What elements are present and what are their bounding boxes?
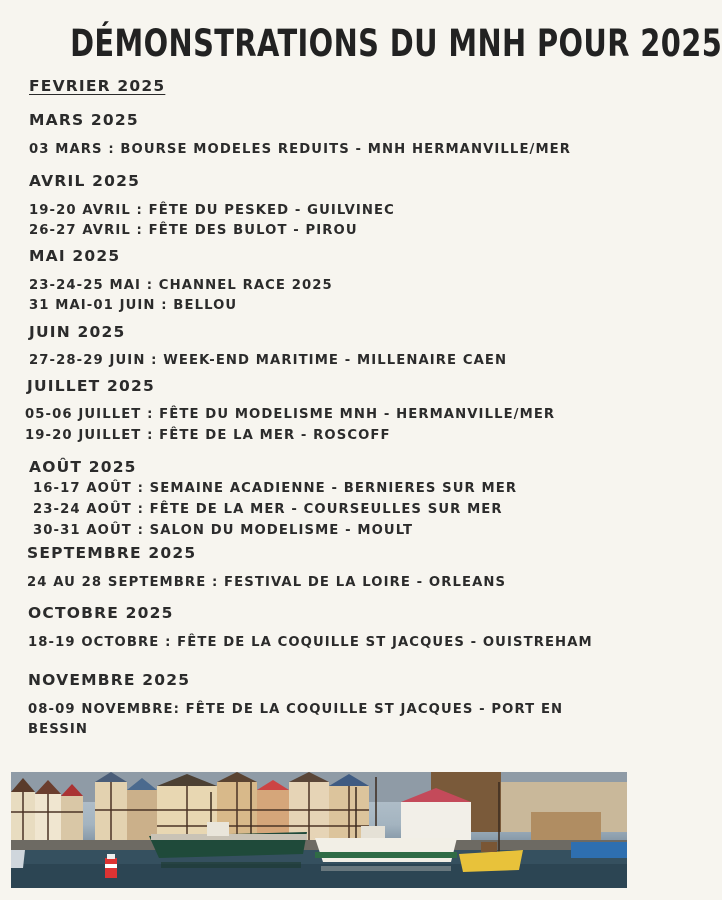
event-septembre-1: 24 AU 28 SEPTEMBRE : FESTIVAL DE LA LOIRE - ORLEANS bbox=[27, 575, 507, 590]
month-heading-mai: MAI 2025 bbox=[29, 247, 121, 265]
page-title: DÉMONSTRATIONS DU MNH POUR 2025 bbox=[70, 22, 722, 65]
event-aout-2: 23-24 AOÛT : FÊTE DE LA MER - COURSEULLES SUR MER bbox=[33, 502, 503, 517]
month-heading-novembre: NOVEMBRE 2025 bbox=[28, 671, 191, 689]
event-aout-3: 30-31 AOÛT : SALON DU MODELISME - MOULT bbox=[33, 523, 414, 538]
month-heading-fevrier: FEVRIER 2025 bbox=[29, 77, 166, 95]
event-juin-1: 27-28-29 JUIN : WEEK-END MARITIME - MILLENAIRE CAEN bbox=[29, 353, 508, 368]
event-avril-1: 19-20 AVRIL : FÊTE DU PESKED - GUILVINEC bbox=[29, 203, 395, 218]
event-mars-1: 03 MARS : BOURSE MODELES REDUITS - MNH HERMANVILLE/MER bbox=[29, 142, 572, 157]
month-heading-octobre: OCTOBRE 2025 bbox=[28, 604, 174, 622]
month-heading-mars: MARS 2025 bbox=[29, 111, 139, 129]
month-heading-juin: JUIN 2025 bbox=[29, 323, 126, 341]
event-aout-1: 16-17 AOÛT : SEMAINE ACADIENNE - BERNIERES SUR MER bbox=[33, 481, 518, 496]
month-heading-septembre: SEPTEMBRE 2025 bbox=[27, 544, 197, 562]
month-heading-juillet: JUILLET 2025 bbox=[27, 377, 155, 395]
event-mai-1: 23-24-25 MAI : CHANNEL RACE 2025 bbox=[29, 278, 333, 293]
event-avril-2: 26-27 AVRIL : FÊTE DES BULOT - PIROU bbox=[29, 223, 358, 238]
event-juillet-1: 05-06 JUILLET : FÊTE DU MODELISME MNH - HERMANVILLE/MER bbox=[25, 407, 556, 422]
event-juillet-2: 19-20 JUILLET : FÊTE DE LA MER - ROSCOFF bbox=[25, 428, 391, 443]
event-novembre-1: 08-09 NOVEMBRE: FÊTE DE LA COQUILLE ST JACQUES - PORT EN bbox=[28, 702, 564, 717]
month-heading-avril: AVRIL 2025 bbox=[29, 172, 141, 190]
harbor-model-photo bbox=[11, 772, 627, 888]
event-novembre-2: BESSIN bbox=[28, 722, 89, 737]
event-octobre-1: 18-19 OCTOBRE : FÊTE DE LA COQUILLE ST JACQUES - OUISTREHAM bbox=[28, 635, 593, 650]
harbor-illustration bbox=[11, 772, 627, 888]
month-heading-aout: AOÛT 2025 bbox=[29, 458, 137, 476]
event-mai-2: 31 MAI-01 JUIN : BELLOU bbox=[29, 298, 238, 313]
